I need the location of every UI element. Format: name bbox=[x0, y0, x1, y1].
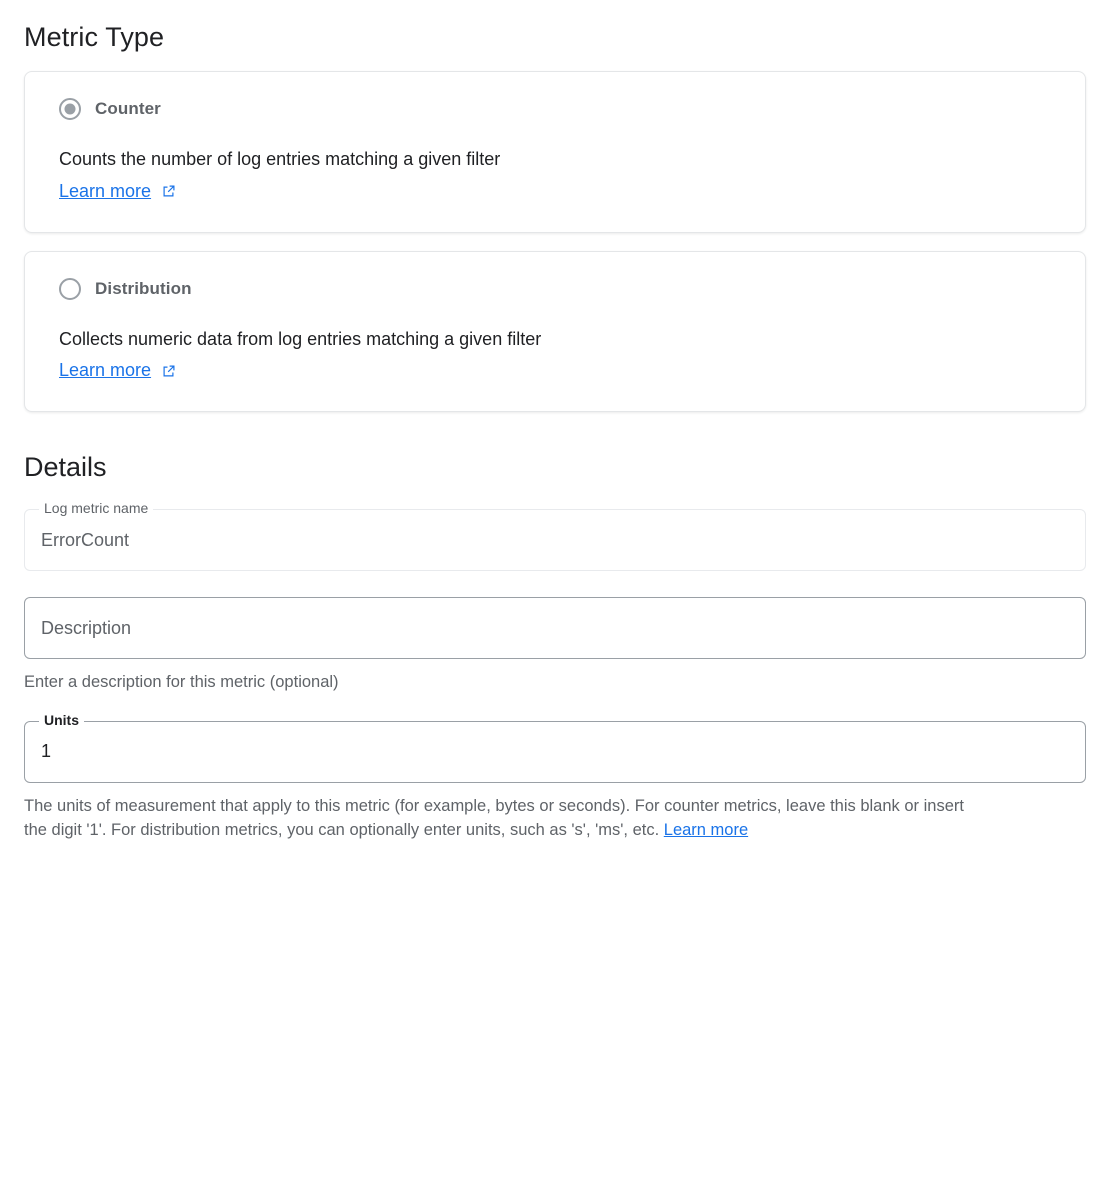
distribution-description: Collects numeric data from log entries matching a given filter bbox=[59, 328, 542, 349]
distribution-label: Distribution bbox=[95, 278, 192, 298]
description-input[interactable] bbox=[24, 597, 1086, 659]
details-heading: Details bbox=[24, 452, 107, 482]
units-legend: Units bbox=[39, 713, 84, 727]
log-metric-name-field[interactable] bbox=[24, 500, 1086, 571]
distribution-learn-more-link[interactable] bbox=[59, 360, 177, 381]
description-placeholder: Description bbox=[41, 617, 132, 638]
distribution-radio-row[interactable] bbox=[59, 278, 1051, 300]
counter-radio-row[interactable] bbox=[59, 98, 1051, 120]
metric-type-heading: Metric Type bbox=[24, 22, 165, 52]
log-metric-name-legend: Log metric name bbox=[39, 501, 153, 515]
units-input[interactable] bbox=[24, 711, 1086, 783]
description-field[interactable] bbox=[24, 597, 1086, 695]
log-metric-name-value: ErrorCount bbox=[41, 529, 130, 550]
radio-counter-icon[interactable] bbox=[59, 98, 81, 120]
description-helper-text: Enter a description for this metric (optional) bbox=[24, 673, 339, 691]
external-link-icon bbox=[161, 183, 177, 199]
units-learn-more-link[interactable]: Learn more bbox=[663, 820, 749, 839]
units-helper-text bbox=[24, 795, 984, 843]
external-link-icon bbox=[161, 363, 177, 379]
units-value: 1 bbox=[41, 741, 52, 762]
radio-distribution-icon[interactable] bbox=[59, 278, 81, 300]
units-field[interactable] bbox=[24, 711, 1086, 843]
metric-type-option-counter[interactable] bbox=[24, 71, 1086, 233]
counter-label: Counter bbox=[95, 99, 161, 118]
counter-learn-more-label: Learn more bbox=[59, 180, 152, 201]
units-helper-body: The units of measurement that apply to this metric (for example, bytes or seconds). For counter metrics, leave this blank or insert the digit '1'. For distribution metrics, you can optionally enter units, such as 's', 'ms', etc. bbox=[24, 796, 964, 839]
metric-type-option-distribution[interactable] bbox=[24, 251, 1086, 413]
counter-description: Counts the number of log entries matching a given filter bbox=[59, 149, 501, 169]
counter-learn-more-link[interactable] bbox=[59, 181, 177, 202]
distribution-learn-more-label: Learn more bbox=[59, 360, 152, 380]
log-metric-name-input[interactable] bbox=[24, 500, 1086, 571]
